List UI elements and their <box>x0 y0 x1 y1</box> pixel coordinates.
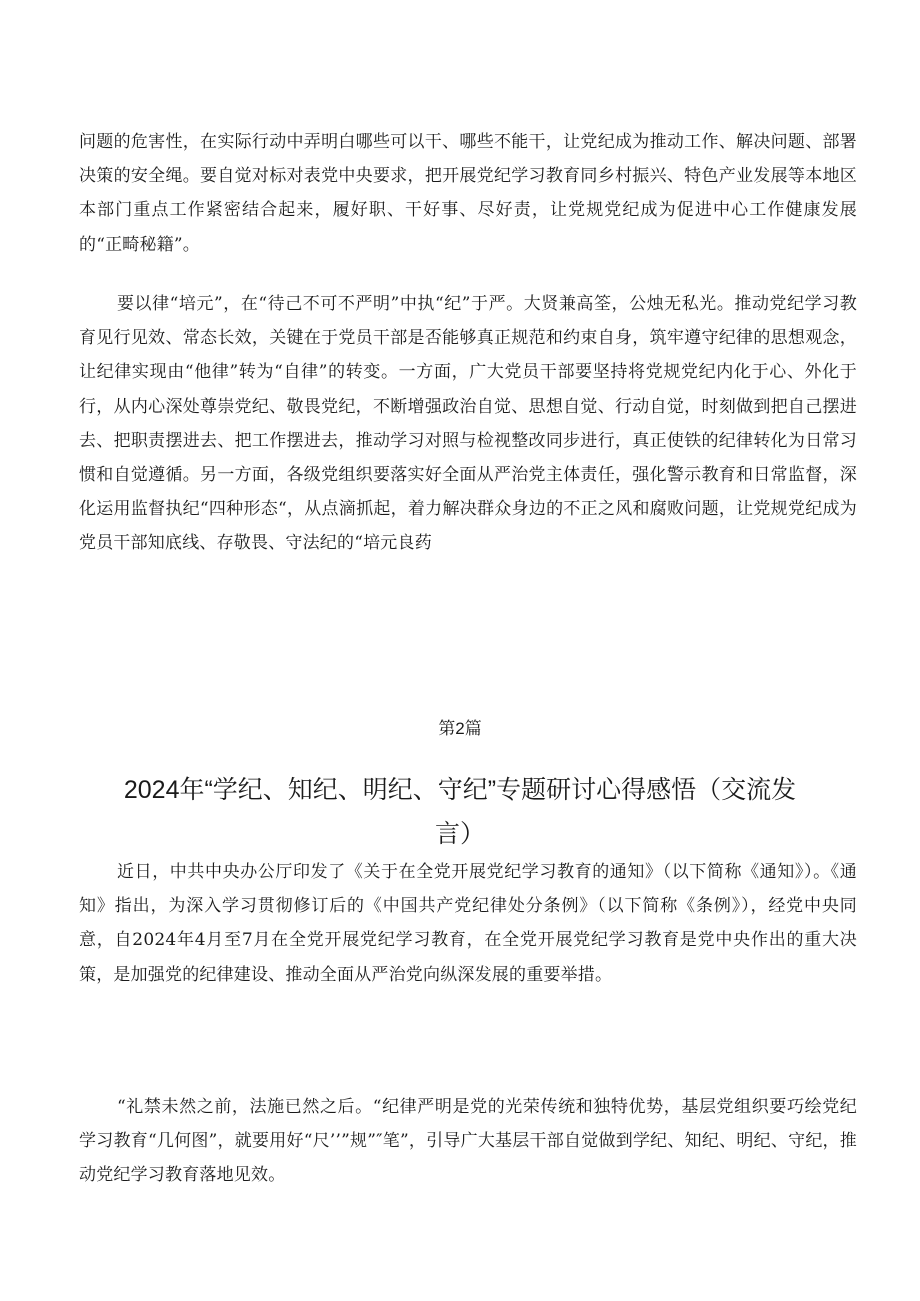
paragraph-intro: 近日，中共中央办公厅印发了《关于在全党开展党纪学习教育的通知》（以下简称《通知》）。《通知》指出，为深入学习贯彻修订后的《中国共产党纪律处分条例》（以下简称《条例》），经党中央同意，自2024年4月至7月在全党开展党纪学习教育，在全党开展党纪学习教育是党中央作出的重大决策，是加强党的纪律建设、推动全面从严治党向纵深发展的重要举措。 <box>79 862 857 985</box>
paragraph-discipline: 要以律“培元”，在“待己不可不严明”中执“纪”于严。大贤兼高筌，公烛无私光。推动党纪学习教育见行见效、常态长效，关键在于党员干部是否能够真正规范和约束自身，筑牢遵守纪律的思想观念，让纪律实现由“他律”转为“自律”的转变。一方面，广大党员干部要坚持将党规党纪内化于心、外化于行，从内心深处尊崇党纪、敬畏党纪，不断增强政治自觉、思想自觉、行动自觉，时刻做到把自己摆进去、把职责摆进去、把工作摆进去，推动学习对照与检视整改同步进行，真正使铁的纪律转化为日常习惯和自觉遵循。另一方面，各级党组织要落实好全面从严治党主体责任，强化警示教育和日常监督，深化运用监督执纪“四种形态“，从点滴抓起，着力解决群众身边的不正之风和腐败问题，让党规党纪成为党员干部知底线、存敬畏、守法纪的“培元良药 <box>79 294 857 554</box>
paragraph-quote: “礼禁未然之前，法施已然之后。“纪律严明是党的光荣传统和独特优势，基层党组织要巧绘党纪学习教育“几何图”，就要用好“尺’’”规”″笔”，引导广大基层干部自觉做到学纪、知纪、明纪、守纪，推动党纪学习教育落地见效。 <box>79 1097 857 1186</box>
section-label: 第2篇 <box>438 719 482 738</box>
document-title: 2024年“学纪、知纪、明纪、守纪”专题研讨心得感悟（交流发言） <box>123 776 797 848</box>
paragraph-continued: 问题的危害性，在实际行动中弄明白哪些可以干、哪些不能干，让党纪成为推动工作、解决问题、部署决策的安全绳。要自觉对标对表党中央要求，把开展党纪学习教育同乡村振兴、特色产业发展等本地区本部门重点工作紧密结合起来，履好职、干好事、尽好责，让党规党纪成为促进中心工作健康发展的“正畸秘籍”。 <box>79 132 857 255</box>
